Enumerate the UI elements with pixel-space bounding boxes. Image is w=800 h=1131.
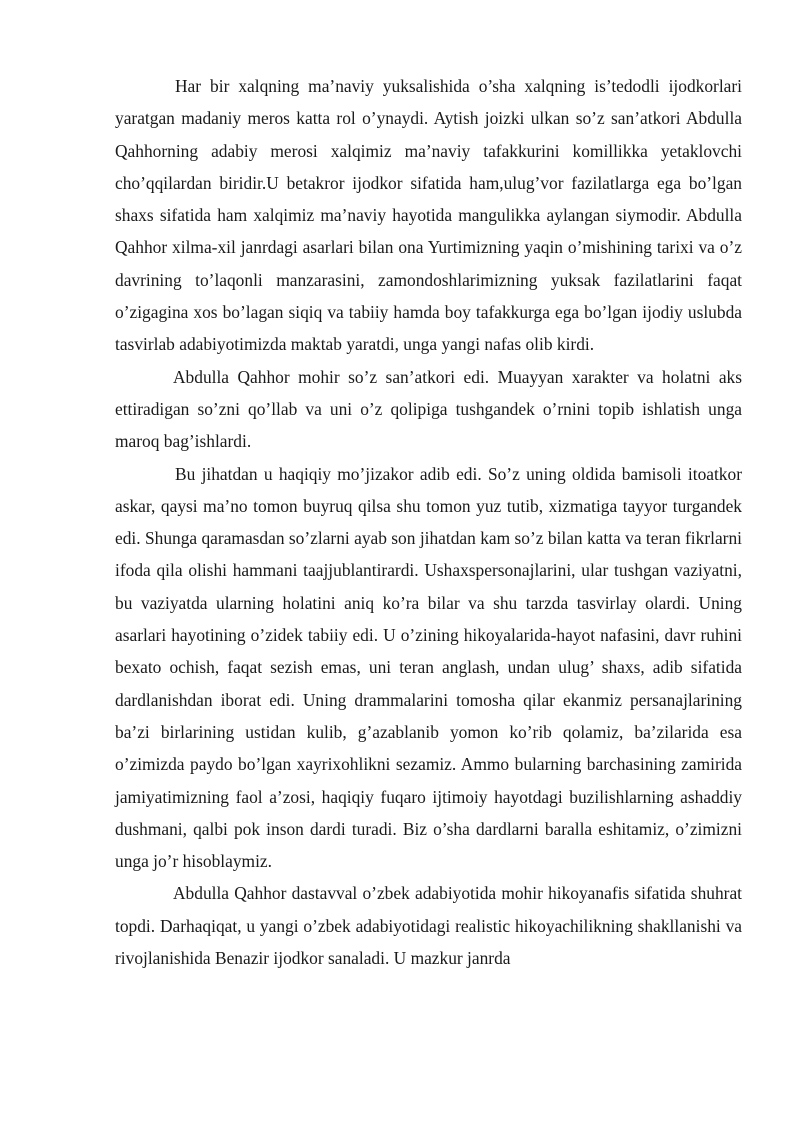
paragraph-word-craft: Bu jihatdan u haqiqiy mo’jizakor adib edi. So’z uning oldida bamisoli itoatkor askar, qaysi ma’no tomon buyruq qilsa shu tomon yuz tutib, xizmatiga tayyor turgandek edi. Shunga qaramasdan so’zlarni ayab son jihatdan kam so’z bilan katta va teran fikrlarni ifoda qila olishi hammani taajjublantirardi. Ushaxspersonajlarini, ular tushgan vaziyatni, bu vaziyatda ularning holatini aniq ko’ra bilar va shu tarzda tasvirlay olardi. Uning asarlari hayotining o’zidek tabiiy edi. U o’zining hikoyalarida-hayot nafasini, davr ruhini bexato ochish, faqat sezish emas, uni teran anglash, undan ulug’ shaxs, adib sifatida dardlanishdan iborat edi. Uning drammalarini tomosha qilar ekanmiz persanajlarining ba’zi birlarining ustidan kulib, g’azablanib yomon ko’rib qolamiz, ba’zilarida esa o’zimizda paydo bo’lgan xayrixohlikni sezamiz. Ammo bularning barchasining zamirida jamiyatimizning faol a’zosi, haqiqiy fuqaro ijtimoiy hayotdagi buzilishlarning ashaddiy dushmani, qalbi pok inson dardi turadi. Biz o’sha dardlarni baralla eshitamiz, o’zimizni unga jo’r hisoblaymiz.	[115, 463, 742, 872]
paragraph-mastery: Abdulla Qahhor mohir so’z san’atkori edi. Muayyan xarakter va holatni aks ettiradigan so’zni qo’llab va uni o’z qolipiga tushgandek o’rnini topib ishlatish unga maroq bag’ishlardi.	[115, 366, 742, 452]
paragraph-intro: Har bir xalqning ma’naviy yuksalishida o’sha xalqning is’tedodli ijodkorlari yaratgan madaniy meros katta rol o’ynaydi. Aytish joizki ulkan so’z san’atkori Abdulla Qahhorning adabiy merosi xalqimiz ma’naviy tafakkurini komillikka yetaklovchi cho’qqilardan biridir.U betakror ijodkor sifatida ham,ulug’vor fazilatlarga ega bo’lgan shaxs sifatida ham xalqimiz ma’naviy hayotida mangulikka aylangan siymodir. Abdulla Qahhor xilma-xil janrdagi asarlari bilan ona Yurtimizning yaqin o’mishining tarixi va o’z davrining to’laqonli manzarasini, zamondoshlarimizning yuksak fazilatlarini faqat o’zigagina xos bo’lagan siqiq va tabiiy hamda boy tafakkurga ega bo’lgan ijodiy uslubda tasvirlab adabiyotimizda maktab yaratdi, unga yangi nafas olib kirdi.	[115, 76, 742, 355]
paragraph-storyteller: Abdulla Qahhor dastavval o’zbek adabiyotida mohir hikoyanafis sifatida shuhrat topdi. Darhaqiqat, u yangi o’zbek adabiyotidagi realistic hikoyachilikning shakllanishi va rivojlanishida Benazir ijodkor sanaladi. U mazkur janrda	[115, 883, 742, 969]
document-page	[115, 70, 742, 974]
